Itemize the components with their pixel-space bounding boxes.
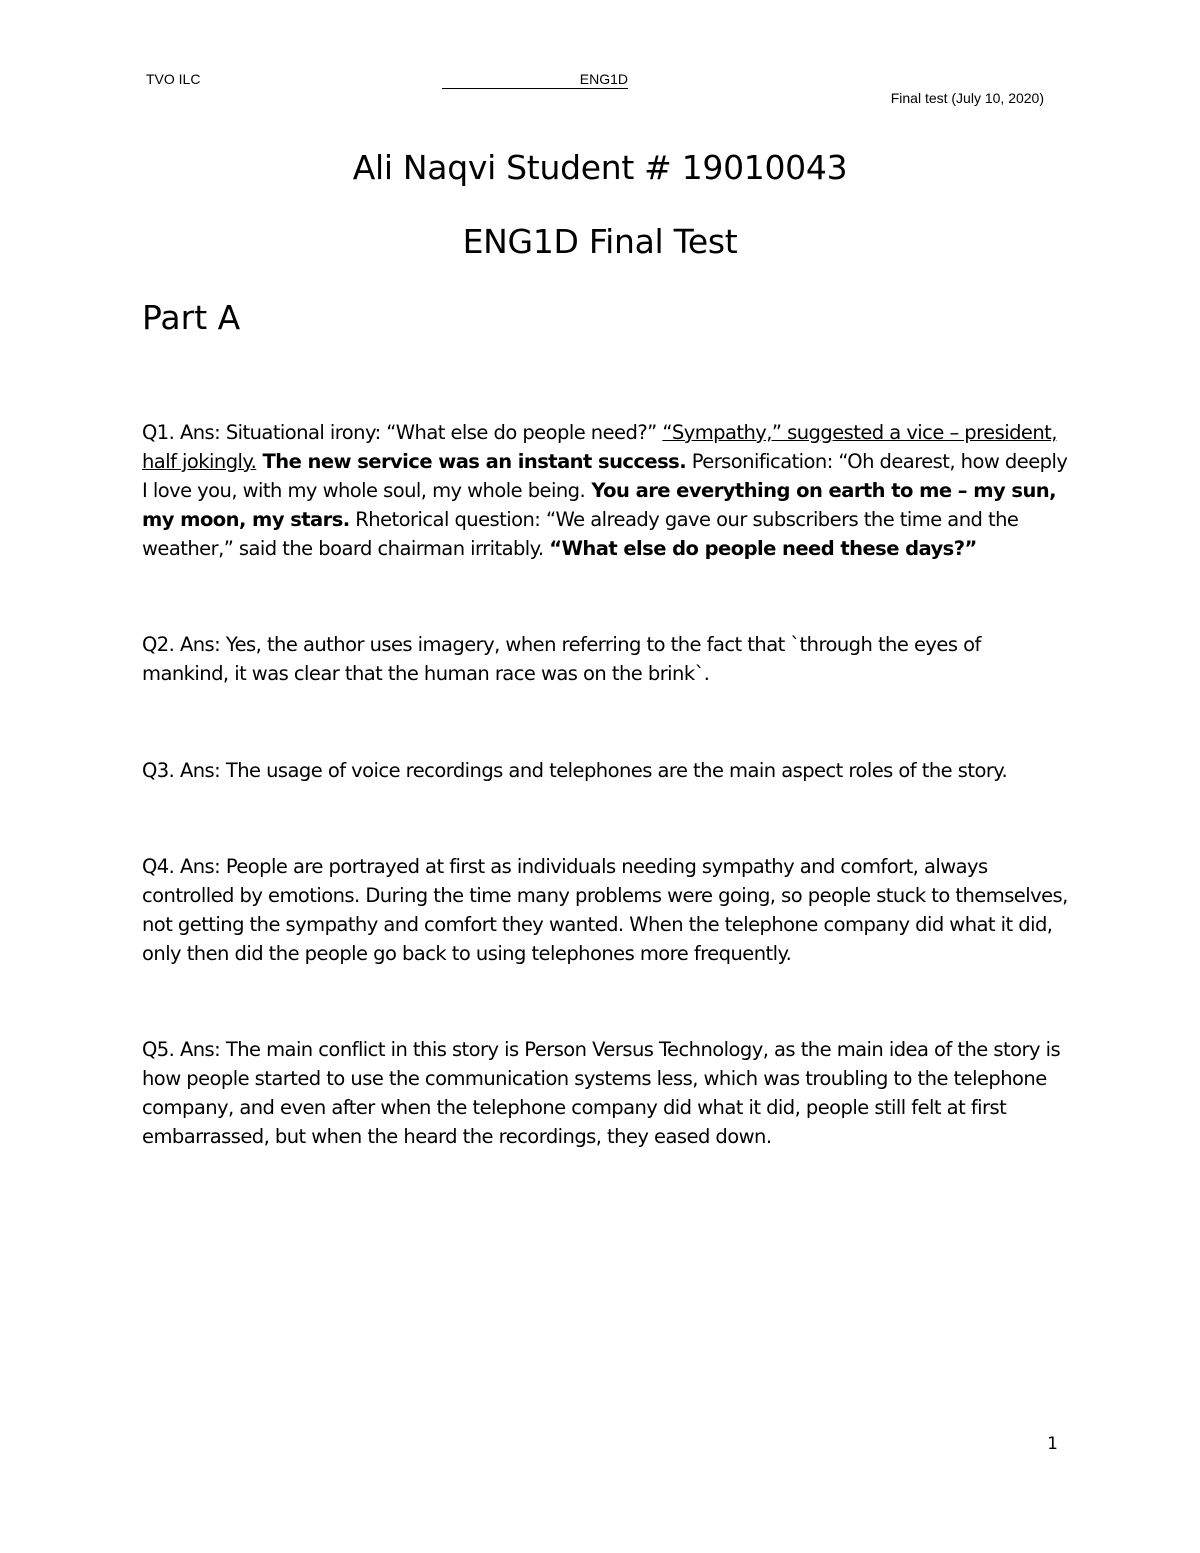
answer-q1 (142, 418, 1072, 563)
header-course-code: ENG1D (442, 71, 628, 89)
answer-q4: Q4. Ans: People are portrayed at first as individuals needing sympathy and comfort, always controlled by emotions. During the time many problems were going, so people stuck to themselves, not getting the sympathy and comfort they wanted. When the telephone company did what it did, only then did the people go back to using telephones more frequently. (142, 855, 1068, 965)
header-left-text: TVO ILC (146, 71, 201, 87)
answer-q1-text: Q1. Ans: Situational irony: “What else do people need?” (142, 421, 663, 444)
answer-q5: Q5. Ans: The main conflict in this story is Person Versus Technology, as the main idea of the story is how people started to use the communication systems less, which was troubling to the telephone company, and even after when the telephone company did what it did, people still felt at first embarrassed, but when the heard the recordings, they eased down. (142, 1038, 1061, 1148)
test-title: ENG1D Final Test (462, 222, 738, 261)
page-number: 1 (1047, 1434, 1058, 1454)
answer-q1-underlined-quote: “Sympathy,” suggested a vice – president, half jokingly. (142, 421, 1057, 473)
answer-q1-bold-quote: The new service was an instant success. (256, 450, 687, 473)
answer-q1-bold-rhetorical: “What else do people need these days?” (549, 537, 977, 560)
answer-q1-bold-personification: You are everything on earth to me – my sun, my moon, my stars. (142, 479, 1056, 531)
answer-q1-personification: Personification: “Oh dearest, how deeply I love you, with my whole soul, my whole being. (142, 450, 1068, 502)
header-test-date: Final test (July 10, 2020) (890, 90, 1044, 106)
answer-q2: Q2. Ans: Yes, the author uses imagery, when referring to the fact that `through the eyes of mankind, it was clear that the human race was on the brink`. (142, 633, 981, 685)
answer-q1-rhetorical: Rhetorical question: “We already gave our subscribers the time and the weather,” said the board chairman irritably. (142, 508, 1019, 560)
part-heading: Part A (142, 298, 241, 337)
answer-q3: Q3. Ans: The usage of voice recordings and telephones are the main aspect roles of the story. (142, 759, 1008, 782)
student-name-title: Ali Naqvi Student # 19010043 (352, 148, 848, 187)
